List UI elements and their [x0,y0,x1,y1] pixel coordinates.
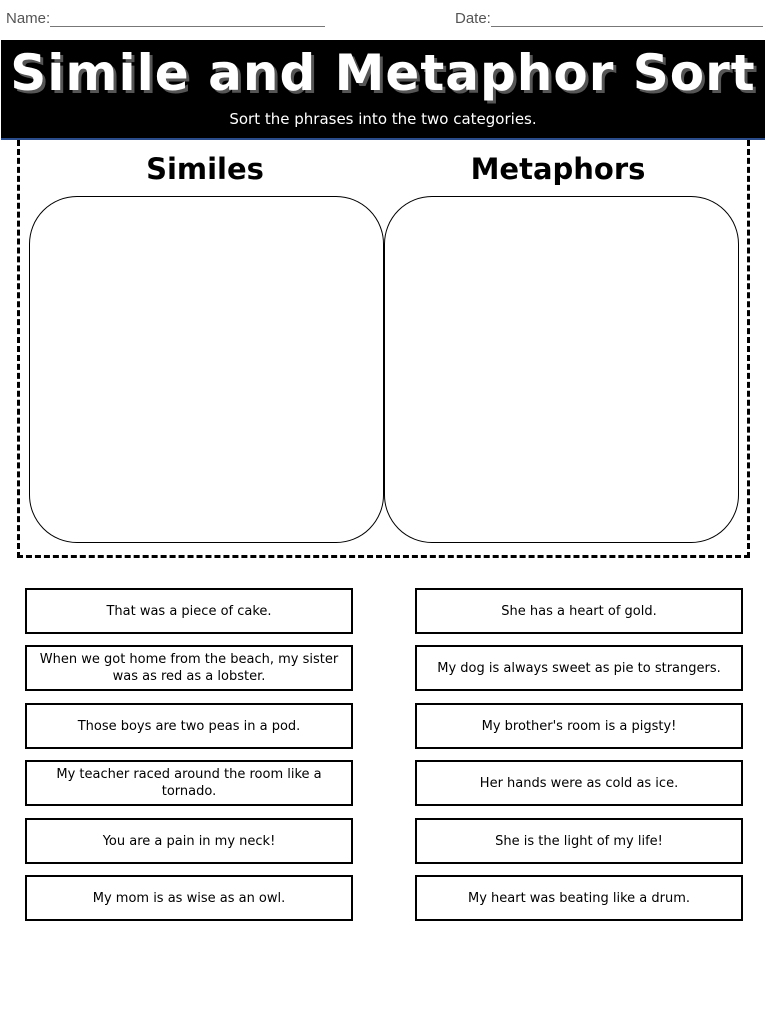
phrase-card[interactable]: She is the light of my life! [415,818,743,864]
phrase-card[interactable]: My teacher raced around the room like a tornado. [25,760,353,806]
name-blank-line[interactable] [50,10,325,27]
title-banner [1,40,765,140]
date-field[interactable] [455,10,763,27]
page-subtitle: Sort the phrases into the two categories. [229,110,537,128]
phrase-card[interactable]: My mom is as wise as an owl. [25,875,353,921]
phrase-card[interactable]: When we got home from the beach, my sister was as red as a lobster. [25,645,353,691]
name-field[interactable] [6,10,325,27]
phrase-card[interactable]: Those boys are two peas in a pod. [25,703,353,749]
phrase-card[interactable]: My heart was beating like a drum. [415,875,743,921]
phrase-card[interactable]: My dog is always sweet as pie to strangers. [415,645,743,691]
similes-heading: Similes [146,152,264,186]
phrase-card[interactable]: My brother's room is a pigsty! [415,703,743,749]
similes-drop-box[interactable] [29,196,384,543]
phrase-card[interactable]: That was a piece of cake. [25,588,353,634]
date-label: Date: [455,10,491,27]
metaphors-heading: Metaphors [470,152,646,186]
name-label: Name: [6,10,51,27]
page-title: Simile and Metaphor Sort [10,44,756,102]
metaphors-drop-box[interactable] [384,196,739,543]
phrase-card[interactable]: She has a heart of gold. [415,588,743,634]
phrase-card[interactable]: You are a pain in my neck! [25,818,353,864]
phrase-card[interactable]: Her hands were as cold as ice. [415,760,743,806]
date-blank-line[interactable] [491,10,763,27]
